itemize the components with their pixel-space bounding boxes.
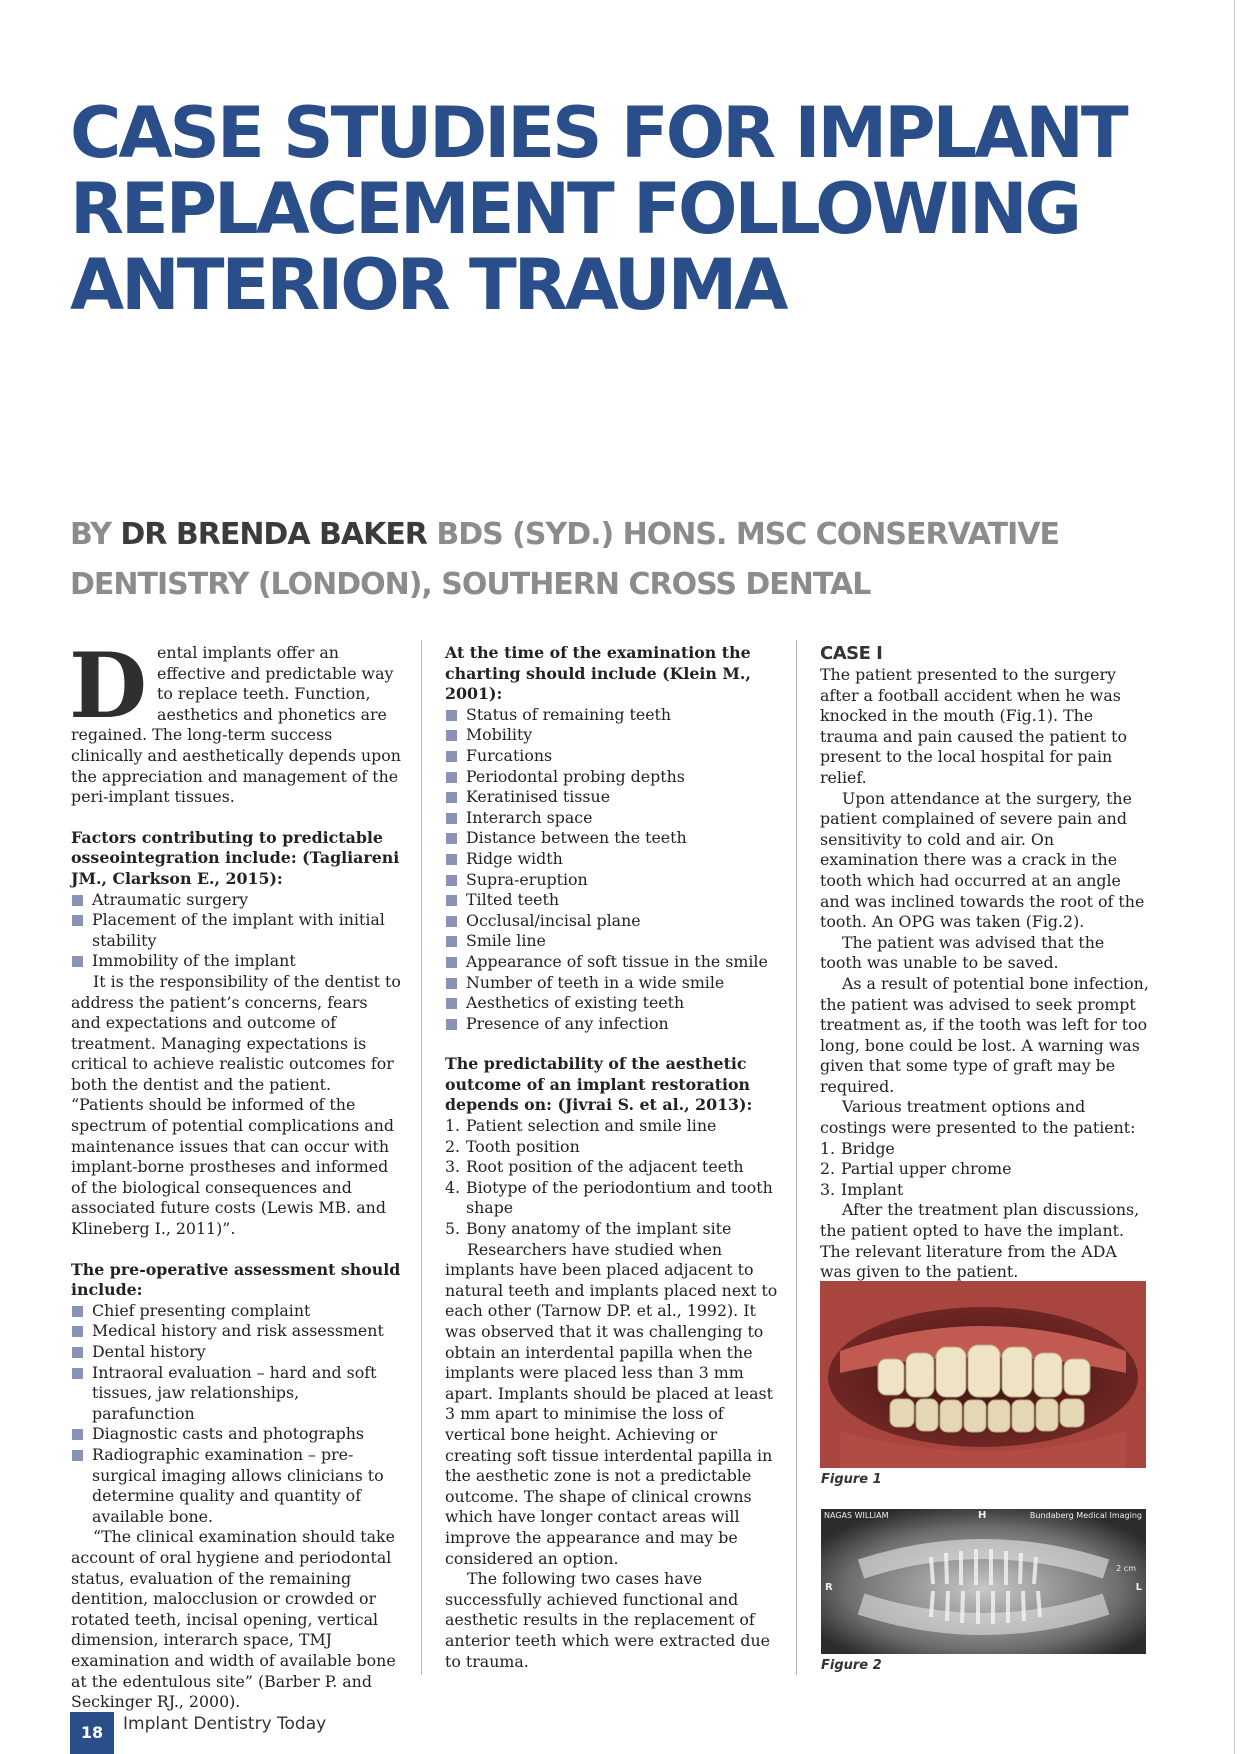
list-item: Radiographic examination – pre-surgical imaging allows clinicians to determine quality and quantity of available bone. <box>71 1445 401 1527</box>
list-item: Occlusal/incisal plane <box>445 911 785 932</box>
body-paragraph: Researchers have studied when implants have been placed adjacent to natural teeth and implants placed next to each other (Tarnow DP. et al., 1992). It was observed that it was challenging to obtain an interdental papilla when the implants were placed less than 3 mm apart. Implants should be placed at least 3 mm apart to minimise the loss of vertical bone height. Achieving or creating soft tissue interdental papilla in the aesthetic zone is not a predictable outcome. The shape of clinical crowns which have longer contact areas will improve the appearance and may be considered an option. <box>445 1239 778 1568</box>
case-heading: CASE I <box>820 643 883 664</box>
body-paragraph: Various treatment options and costings were presented to the patient: <box>820 1097 1136 1138</box>
preop-list <box>71 1301 401 1528</box>
list-item: 5. Bony anatomy of the implant site <box>445 1219 732 1239</box>
list-item: Dental history <box>71 1342 401 1363</box>
body-paragraph: The patient was advised that the tooth was unable to be saved. <box>820 932 1105 973</box>
list-item: 2. Tooth position <box>445 1136 580 1156</box>
list-item: Immobility of the implant <box>71 951 401 972</box>
magazine-name: Implant Dentistry Today <box>123 1714 327 1734</box>
xray-patient-name: NAGAS WILLIAM <box>824 1511 889 1520</box>
figure-1-photo <box>820 1281 1146 1468</box>
title-line-1: CASE STUDIES FOR IMPLANT <box>70 92 1126 174</box>
list-item: Status of remaining teeth <box>445 705 785 726</box>
list-item: 4. Biotype of the periodontium and tooth shape <box>445 1177 773 1218</box>
list-item: 3. Root position of the adjacent teeth <box>445 1157 744 1177</box>
list-item: Supra-eruption <box>445 870 785 891</box>
column-2 <box>445 643 785 1672</box>
column-3 <box>820 643 1150 1283</box>
author-byline <box>70 510 1170 610</box>
column-rule-2 <box>796 640 797 1675</box>
list-item: Diagnostic casts and photographs <box>71 1424 401 1445</box>
list-item: Placement of the implant with initial stability <box>71 910 401 951</box>
list-item: 3. Implant <box>820 1179 904 1199</box>
list-item: Tilted teeth <box>445 890 785 911</box>
factors-list <box>71 890 401 972</box>
xray-scale: 2 cm <box>1116 1564 1136 1573</box>
charting-heading: At the time of the examination the charting should include (Klein M., 2001): <box>445 643 751 704</box>
list-item: Smile line <box>445 931 785 952</box>
charting-list <box>445 705 785 1035</box>
title-line-2: REPLACEMENT FOLLOWING <box>70 168 1080 250</box>
xray-marker-l: L <box>1135 1582 1142 1593</box>
list-item: Appearance of soft tissue in the smile <box>445 952 785 973</box>
body-paragraph: As a result of potential bone infection, the patient was advised to seek prompt treatment as, if the tooth was left for too long, bone could be lost. A warning was given that some type of graft may be required. <box>820 973 1149 1096</box>
list-item: Mobility <box>445 725 785 746</box>
list-item: Furcations <box>445 746 785 767</box>
figure-2-xray <box>821 1509 1146 1654</box>
preop-heading: The pre-operative assessment should include: <box>71 1259 401 1300</box>
column-rule-1 <box>421 640 422 1675</box>
byline-line-2: DENTISTRY (LONDON), SOUTHERN CROSS DENTAL <box>70 567 871 602</box>
page-number: 18 <box>70 1712 114 1754</box>
page-edge <box>1234 0 1235 1754</box>
xray-marker-r: R <box>825 1582 833 1593</box>
list-item: 1. Bridge <box>820 1138 895 1158</box>
list-item: Atraumatic surgery <box>71 890 401 911</box>
intro-paragraph: Dental implants offer an effective and predictable way to replace teeth. Function, aesthetics and phonetics are regained. The long-term success clinically and aesthetically depends upon the appreciation and management of the peri-implant tissues. <box>69 633 401 807</box>
body-paragraph: After the treatment plan discussions, the patient opted to have the implant. The relevant literature from the ADA was given to the patient. <box>820 1200 1140 1282</box>
body-paragraph: Upon attendance at the surgery, the patient complained of severe pain and sensitivity to cold and air. On examination there was a crack in the tooth which had occurred at an angle and was inclined towards the root of the tooth. An OPG was taken (Fig.2). <box>820 788 1145 932</box>
body-paragraph: The following two cases have successfully achieved functional and aesthetic results in the replacement of anterior teeth which were extracted due to trauma. <box>445 1569 771 1671</box>
list-item: Distance between the teeth <box>445 828 785 849</box>
xray-clinic: Bundaberg Medical Imaging <box>1029 1511 1142 1520</box>
factors-heading: Factors contributing to predictable osseointegration include: (Tagliareni JM., Clarkson E., 2015): <box>71 827 400 888</box>
body-paragraph: It is the responsibility of the dentist to address the patient’s concerns, fears and expectations and outcome of treatment. Managing expectations is critical to achieve realistic outcomes for both the dentist and the patient. “Patients should be informed of the spectrum of potential complications and maintenance issues that can occur with implant-borne prostheses and informed of the biological consequences and associated future costs (Lewis MB. and Klineberg I., 2011)”. <box>71 971 401 1239</box>
figure-2-caption: Figure 2 <box>821 1658 882 1673</box>
body-paragraph: “The clinical examination should take account of oral hygiene and periodontal status, evaluation of the remaining dentition, malocclusion or crowded or rotated teeth, incisal opening, vertical dimension, interarch space, TMJ examination and width of available bone at the edentulous site” (Barber P. and Seckinger RJ., 2000). <box>71 1527 396 1712</box>
byline-line-1 <box>70 510 1170 560</box>
author-name: DR BRENDA BAKER <box>120 517 427 552</box>
title-line-3: ANTERIOR TRAUMA <box>70 244 786 326</box>
drop-cap: D <box>69 633 148 739</box>
list-item: Periodontal probing depths <box>445 767 785 788</box>
author-credentials: BDS (SYD.) HONS. MSC CONSERVATIVE <box>426 517 1060 552</box>
list-item: Presence of any infection <box>445 1014 785 1035</box>
article-title <box>70 92 1170 326</box>
list-item: 1. Patient selection and smile line <box>445 1116 717 1136</box>
list-item: Aesthetics of existing teeth <box>445 993 785 1014</box>
teeth-illustration <box>820 1281 1146 1468</box>
list-item: Medical history and risk assessment <box>71 1321 401 1342</box>
body-paragraph: The patient presented to the surgery after a football accident when he was knocked in the mouth (Fig.1). The trauma and pain caused the patient to present to the local hospital for pain relief. <box>820 665 1128 787</box>
list-item: Interarch space <box>445 808 785 829</box>
list-item: 2. Partial upper chrome <box>820 1159 1012 1179</box>
figure-1-caption: Figure 1 <box>821 1472 882 1487</box>
xray-illustration <box>821 1509 1146 1654</box>
byline-prefix: BY <box>70 517 121 552</box>
list-item: Intraoral evaluation – hard and soft tissues, jaw relationships, parafunction <box>71 1363 401 1425</box>
xray-marker-h: H <box>978 1510 987 1521</box>
list-item: Number of teeth in a wide smile <box>445 973 785 994</box>
predictability-heading: The predictability of the aesthetic outcome of an implant restoration depends on: (Jivrai S. et al., 2013): <box>445 1054 753 1115</box>
list-item: Chief presenting complaint <box>71 1301 401 1322</box>
options-list <box>820 1139 1150 1201</box>
list-item: Ridge width <box>445 849 785 870</box>
list-item: Keratinised tissue <box>445 787 785 808</box>
predictability-list <box>445 1116 785 1240</box>
column-1 <box>69 633 401 1713</box>
